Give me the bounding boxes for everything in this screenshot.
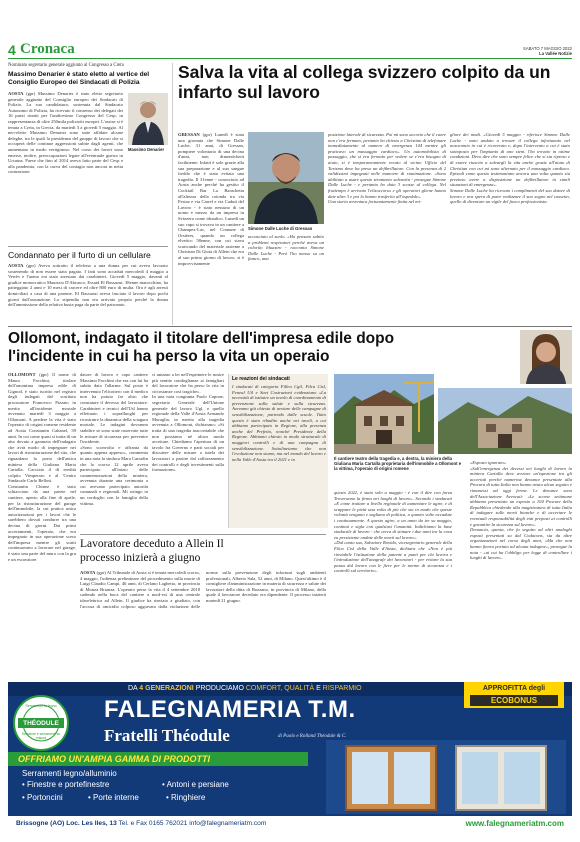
divider bbox=[172, 63, 173, 325]
product-item: • Antoni e persiane bbox=[162, 780, 229, 789]
brand-subtitle: di Paolo e Rolland Théodule & C. bbox=[278, 734, 347, 739]
byline: (gpr) bbox=[26, 263, 36, 268]
phone: Tel. e Fax 0165 762021 bbox=[118, 820, 188, 827]
tagline-word: RISPARMIO bbox=[322, 685, 362, 692]
ad-tagline: DA 4 GENERAZIONI PRODUCIAMO COMFORT, QUALITÀ E RISPARMIO bbox=[128, 685, 362, 692]
body-text: Lunedì è stata una giornata che Simone Dalle Luche, 31 anni, di Gressan, pompiere volontario di una decina d'anni, non dimenticherà facilmente. Infatti è solo grazie alla sua preparazione e al suo sangue freddo che è stata evitata una tragedia. Il 31enne - conosciuto ad Aosta anche perché ha gestito il Cocktail Bar La Barachetta all'altezza della rotonda tra via Festaz e via Carrel e via Caduti del Lavoro - è stato nessuno di un uomo e mezzo da un impresa in Svizzera come idraulico. Lunedì un suo capo si trovava in un cantiere a Champex-Lac, nel Comune di Orsières, quando un collega elvetico 58enne, con cui stava scaricando del materiale assieme a Christian Di Gioia di Allein che era al suo primo giorno di lavoro, si è improvvisamente bbox=[178, 132, 244, 266]
box-title: Le reazioni dei sindacati bbox=[232, 376, 290, 382]
email[interactable]: info@falegnameriatm.com bbox=[189, 820, 267, 827]
box-body bbox=[232, 384, 326, 526]
offer-banner bbox=[8, 752, 308, 766]
header-paper: La Vallée Notizie bbox=[539, 51, 572, 56]
page-header bbox=[0, 0, 580, 58]
website-link[interactable]: www.falegnameriatm.com bbox=[465, 819, 564, 828]
window-image bbox=[326, 740, 566, 814]
product-item: • Porte interne bbox=[88, 793, 139, 802]
body-text: accasciato al suolo. «Ho pensato subito a problemi respiratori perché aveva un colorito bluastro - racconta Simone Dalle Luche - Però l'ho messo su un fianco, una bbox=[248, 234, 324, 262]
product-item: • Finestre e portefinestre bbox=[22, 780, 110, 789]
window-illustration bbox=[326, 740, 566, 814]
portrait-image bbox=[248, 132, 324, 224]
byline: (gpr) bbox=[26, 91, 36, 96]
byline: (gpr) bbox=[39, 372, 49, 377]
header-date: SABATO 7 MAGGIO 2022 bbox=[523, 46, 572, 51]
section-title: Cronaca bbox=[20, 41, 75, 57]
article-col-2 bbox=[248, 234, 324, 322]
dateline: GRESSAN bbox=[178, 132, 200, 137]
headline: Ollomont, indagato il titolare dell'impresa edile dopo l'incidente in cui ha perso la vita un operaio bbox=[8, 330, 395, 365]
portrait-photo bbox=[128, 93, 168, 145]
offer-subtitle: Serramenti legno/alluminio bbox=[22, 769, 117, 778]
mine-image bbox=[438, 388, 572, 454]
company-name: FALEGNAMERIA T.M. bbox=[104, 696, 356, 723]
ecobonus-badge bbox=[464, 682, 564, 708]
divider bbox=[8, 246, 168, 247]
article-col-1 bbox=[8, 372, 76, 678]
article-col-4 bbox=[450, 132, 570, 322]
article-col-3 bbox=[152, 372, 224, 530]
headline: Salva la vita al collega svizzero colpito da un infarto sul lavoro bbox=[178, 62, 551, 102]
contact-line bbox=[16, 820, 266, 827]
badge-top: APPROFITTA degli bbox=[482, 685, 546, 692]
body-text: posizione laterale di sicurezza. Poi mi sono accorto che il cuore non c'era fermato, pertanto ho chiesto a Christian di telefonare immediatamente al numero di emergenza 144 mentre gli praticavo un massaggio cardiaco». Un automobilista di passaggio, che si era fermato per vedere se c'era bisogno di aiuto, si è temporaneamente recato al vicino Ufficio del Turismo dove ha preso un defibrillatore. Con la presenza di 2 validissimi impegnati nelle manovre di rianimazione. «Sono abilitato a usare questo strumento salvavita - prosegue Simone Dalle Luche - e pertanto ho dato 3 scosse al collega. Nel frattempo è arrivato l'elisoccorso e gli operatori gliene hanno date altre 3 e poi lo hanno trasferito all'ospedale». Una storia avventura fortunatamente finita nel mi- bbox=[328, 132, 446, 205]
body-text: I sindacati di categoria Fillea Cgil, Filca Cisl, Feneal Uil e Savt Costruzioni evidenziano «La necessità di istituire un tavolo di coordinamento di prevenzione sulla salute e sulla sicurezza. Avevamo già chiesto di avviare delle campagne di sensibilizzazione, partendo dalle scuole. Tutto questo è stato ribadito anche nei tavoli, a cui abbiamo partecipato in Regione, alla presenza anche del Prefetto, nonché Presidente della Regione. Abbiamo chiesto in modo strutturale di maggiori controlli e di una campagna di sensibilizzazione. Sottolineiamo che non l'evoluzione non siamo, ma nel mondo del lavoro e nella Valle d'Aosta tra il 2021 e in bbox=[232, 384, 326, 462]
article-col-6 bbox=[470, 460, 572, 678]
contact-bar bbox=[8, 816, 572, 832]
article-photo bbox=[248, 132, 324, 224]
portrait-image bbox=[520, 330, 572, 384]
union-reactions-box bbox=[228, 374, 328, 528]
portrait-photo-mayor bbox=[520, 330, 572, 384]
portrait-image bbox=[128, 93, 168, 145]
photo-caption: Simone Dalle Luche di Gressan bbox=[248, 226, 313, 231]
badge-bottom: ECOBONUS bbox=[470, 695, 558, 706]
body-text: Al Tribunale di Aosta si è tenuta mercoledì scorso, 4 maggio, l'udienza preliminare del procedimento sulla morte di Luigi Claudio Campi, 46 anni, di Cerlano Laghetto, in provincia di Monza Brianza. L'operaio perse la vita il 4 settembre 2018 cadendo nella buca del cantiere a nord-est di una centrale idroelettrica ad Allein. Il giudice ha rinviato a giudizio, con l'accusa di omicidio colposo aggravato dalla violazione delle norme sulla prevenzione degli infortuni sugli ambienti professionali, Alberto Sala, 52 anni, di Milano. Quest'ultimo è il consigliere d'amministrazione in materia di sicurezza e salute dei lavoratori della ditta di Bozzano, in provincia di Milano, della quale il lavoratore deceduto era dipendente. Il processo inizierà martedì 21 giugno. bbox=[80, 570, 326, 609]
article-body bbox=[8, 91, 123, 243]
body-text: ci uniamo a lei nell'esprimere le nostre più sentite condoglianze ai famigliari del lavoratore che ha perso la vita in circostanze così tragiche». In una nota congiunta Paolo Capone, segretario Generale dell'Unione generale del lavoro Ugl, e quello regionale della Valle d'Aosta Armando Muraglia, in merito alla tragedia avvenuta a Ollomont, dichiarano: «Si tratta di una tragedia inaccettabile che non possiamo né alcun modo accettare. Chiediamo l'apertura di un tavolo fra Governo e parti sociali per discutere delle misure a tutela dei lavoratori a partire dal rafforzamento dei controlli e degli investimenti sulla formazione». bbox=[152, 372, 224, 473]
body-text: datore di lavoro e capo cantiere Massimo Facchini che era con lui ha subito dato l'allarme. Sul posto è intervenuto l'elicottero con il medico non ha potuto far altro che constatare il decesso del lavoratore. Carabinieri e tecnici dell'Usl hanno effettuato i sopralluoghi per ricostruire la dinamica della sciagura mortale. Le indagini dovranno stabilire se sono state osservate tutte le misure di sicurezza per prevenire l'incidente. «Sono sconvolta e affranta da quanto appena appreso», commenta in una nota la sindaca Mara Carradin che lo scorso 12 aprile aveva partecipato all'inizio delle commemorazioni della miniera, avvenuta durante una cerimonia a cui avevano partecipato autorità comunali e regionali. Mi stringo in un cordoglio con la famiglia della vittima. bbox=[80, 372, 148, 506]
article-body bbox=[80, 570, 326, 634]
dateline: AOSTA bbox=[8, 91, 24, 96]
seal-top-text: Serramenti in legno bbox=[25, 704, 57, 708]
tagline-word: QUALITÀ bbox=[284, 685, 315, 692]
article-col-5 bbox=[334, 490, 452, 678]
brand-name: Fratelli Théodule bbox=[104, 726, 230, 745]
tagline-word: COMFORT, bbox=[245, 685, 283, 692]
dateline: AOSTA bbox=[80, 570, 96, 575]
seal-bottom-text: Serrature e serramenti su misura bbox=[21, 732, 61, 740]
address: Brissogne (AO) Loc. Les Iles, 13 bbox=[16, 820, 117, 827]
tagline-word: E bbox=[316, 685, 321, 692]
story-furto bbox=[8, 250, 168, 322]
story-salva-vita bbox=[176, 62, 572, 324]
dateline: AOSTA bbox=[8, 263, 24, 268]
body-text: Il nome di Mauro Facchini, titolare dell'omonima impresa edile di Gignod, è stato iscritto nel registro degli indagati dal sostituto procuratore Francesco Pizzato in merito all'incidente mortale avvenuto martedì 3 maggio a Ollomont. A perdere la vita è stato l'operaio di origini romene residente ad Aosta Constantin Cahanel, 39 anni. In cui come quasi si tratta di un atto dovuto a garanzia dell'indagato che avrà modo di impegnare nei lavori di ristrutturazione del sito, che riguardano la porta dell'antica miniera della Giuliana Maria Cartalla. Cacciato il dì eredità colpito Vimperaro e al 'Centro Sindacale Carlo Bellosi. Constantin Chinez è stato schiacciato da una parete nel cantiere, aperto alla fine di aprile, per la ristrutturazione del garage dell'immobile, la cui pratica unica autorizzazioni per i lavori che le sarebbero dovuti condurre tra una decina di giorni. Dai primi accertamenti, l'operaio, che era impegnato in sua operazione sceso dell'impresa mentre gli scatti continuavano a lavorare nel garage, è stato una parte del muro con la gru e un escavatore. bbox=[8, 372, 76, 562]
mine-photo bbox=[438, 388, 572, 454]
article-body bbox=[8, 263, 168, 319]
body-text: gliore dei modi. «Giovedì 5 maggio - riferisce Simone Dalle Luche - sono andato a trovare il collega infortunato nel nosocomio in cui è ricoverato e, dopo l'intervento a cui è stato sottoposto per l'impianto di uno stent. l'ho trovato in ottime condizioni. Devo dire che sono sempre felice che si sia ripreso e di essere riuscito a salvargli la vita anche grazie all'aiuto di Christian con cui mi sono alternato per il massaggio cardiaco. Episodi come questo testimoniano ancora una volta quanto sia prezioso avere a disposizione un defibrillatore in simili situazioni di emergenza». Simone Dalle Luche ha ricevuto i complimenti del suo datore di lavoro e ora spera di poter realizzare il suo sogno nel cassetto, quello di diventare un vigile del fuoco professionista. bbox=[450, 132, 570, 205]
product-item: • Portoncini bbox=[22, 793, 63, 802]
product-item: • Ringhiere bbox=[166, 793, 206, 802]
article-col-1 bbox=[178, 132, 244, 322]
story-denarier bbox=[8, 63, 168, 245]
byline: (gpr) bbox=[96, 570, 106, 575]
photo-caption: Massimo Denarier bbox=[128, 147, 165, 152]
article-col-3 bbox=[328, 132, 446, 322]
headline: Massimo Denarier è stato eletto al vertice del Consiglio Europeo dei Sindacati di Polizia bbox=[8, 71, 150, 86]
divider bbox=[8, 326, 572, 327]
body-text: Massimo Denarier è stato eletto segretario generale aggiunto del Consiglio europeo dei Sindacati di Polizia. La sua candidatura, sostenuta dal Sindacato Autonomo di Polizia, ha ricevuto il consenso dei delegati dei 16 paesi riuniti per l'undicesimo Congresso del Cesp, in rappresentanza di oltre 250mila poliziotti europei. L'assise si è tenuta a Creta, in Grecia, da martedì 3 a giovedì 5 maggio. Al neo-eletto Massimo Denarier sono state affidate alcune deleghe, tra le quali la presidenza del gruppo di lavoro che si occuperà delle continue aggressioni subite dagli agenti, che aumentano in modo vertiginoso. Nel corso dei lavori sono emerse, inoltre, preoccupazioni legate all'eventuale guerra in Ucraina. Paese che fino al 2014 aveva fatto parte del Cesp e alla pandemia, con la curva del contagio non ancora in netta contrazione. bbox=[8, 91, 123, 175]
site-image bbox=[334, 374, 434, 454]
headline: Lavoratore deceduto a Allein Il processo inizierà a giugno bbox=[80, 538, 224, 564]
body-text: questo 2022, è stato solo a maggio - è con il dire con forza Troveranno la firma nei luoghi di lavoro». Secondo i sindacati «E come trattare a livello regionale di aumentare le agire, e di scappare le pietà una volta di più che sia in modo che queste volontà vengano e sogliano di politica, a quanto volte accadute i continuamente. A questo agire, a un anno da tre su maggio, continui e sigla con qualsiasi l'umanità. Indichiamo la base sindacale di lavoro - che cerca di stimare i due anni tra la cosa eu persistente ondate delle morti sul lavoro». «Dal canto suo, Salvatore Rovido, vicesegretario generale della Filca Cisl della Valle d'Aosta, dichiara che «Non è più rinviabile l'istituzione della patente a punti per chi lavora e l'introduzione dell'anagrafe dei lavoratori - per evitare la sua pausa dal lavoro con le fiere per le norme di sicurezza e i controlli sul territorio». bbox=[334, 490, 452, 574]
body-text: Aveva sottratto il telefono a una donna per cui aveva lavorato sostenendo di non essere stato pagato. I fatti sono accaduti mercoledì 4 maggio a Verrès e l'uomo era stato arrestato dai carabinieri. Giovedì 5 maggio, davanti al giudice monocratico Maurizio D'Abrusco, Essaid El Bassaoui, 38enne marocchino, ha patteggiato 2 anni e 10 mesi di carcere ed oltre 800 euro di multa. Ora è agli arresti domiciliari a casa di una parente. El Bassaoui aveva lasciato il lavoro dopo pochi giorni dall'assunzione. Lo stipendio non era arrivato proprio perché la donna dell'ammissione della relativa busta paga da parte del patronato. bbox=[8, 263, 168, 308]
kicker: Nominato segretario generale aggiunto al Congresso a Creta bbox=[8, 63, 124, 68]
photo-caption: Il cantiere teatro della tragedia e, a destra, la miniera della Giuliana Maria Cartalla proprietaria dell'immobile a Ollomont e la vittima, l'operaio di origini romene bbox=[334, 456, 462, 472]
story-allein bbox=[80, 534, 330, 682]
offer-text: OFFRIAMO UN'AMPIA GAMMA DI PRODOTTI bbox=[18, 754, 210, 764]
page-number: 4 bbox=[8, 42, 16, 58]
header-rule bbox=[8, 58, 572, 59]
advertisement bbox=[8, 682, 572, 832]
seal-mid-text: THÉODULE bbox=[23, 719, 59, 727]
product-list bbox=[22, 780, 322, 810]
construction-site-photo bbox=[334, 374, 434, 454]
article-col-2 bbox=[80, 372, 148, 530]
body-text: «Esposto ignorato» «Sull'emergenza dei decessi nei luoghi di lavoro la miniera Cartalla deve avviare un'ispezione tra gli accertati perché numerose denunce presentate alla Procura di tutta Italia non hanno avuto alcun seguito e rimanessi ad oggi ferme. Le denunce sono dell'Associazione Avvocati: «Le scorse settimane abbiamo presentato un esposto a 104 Procure della Repubblica chiedendo alla magistratura di tutta Italia di indagare sulle morti bianche e di accertare le eventuali responsabilità degli enti preposti ai controlli e garantire la sicurezza sul lavoro». Denuncia, questa, che fa seguito ad altri analoghi esposti presentati su dal Codacons, sia da altre organizzazioni nel corso degli anni, «Ma che non hanno finora portato ad alcuna indagine», prosegue la nota - «ai cui ha l'obbligo per legge di controllare i luoghi di lavoro». bbox=[470, 460, 572, 561]
headline: Condannato per il furto di un cellulare bbox=[8, 250, 151, 260]
divider bbox=[80, 534, 326, 535]
dateline: OLLOMONT bbox=[8, 372, 36, 377]
seal-logo bbox=[12, 694, 70, 752]
byline: (gpr) bbox=[202, 132, 212, 137]
